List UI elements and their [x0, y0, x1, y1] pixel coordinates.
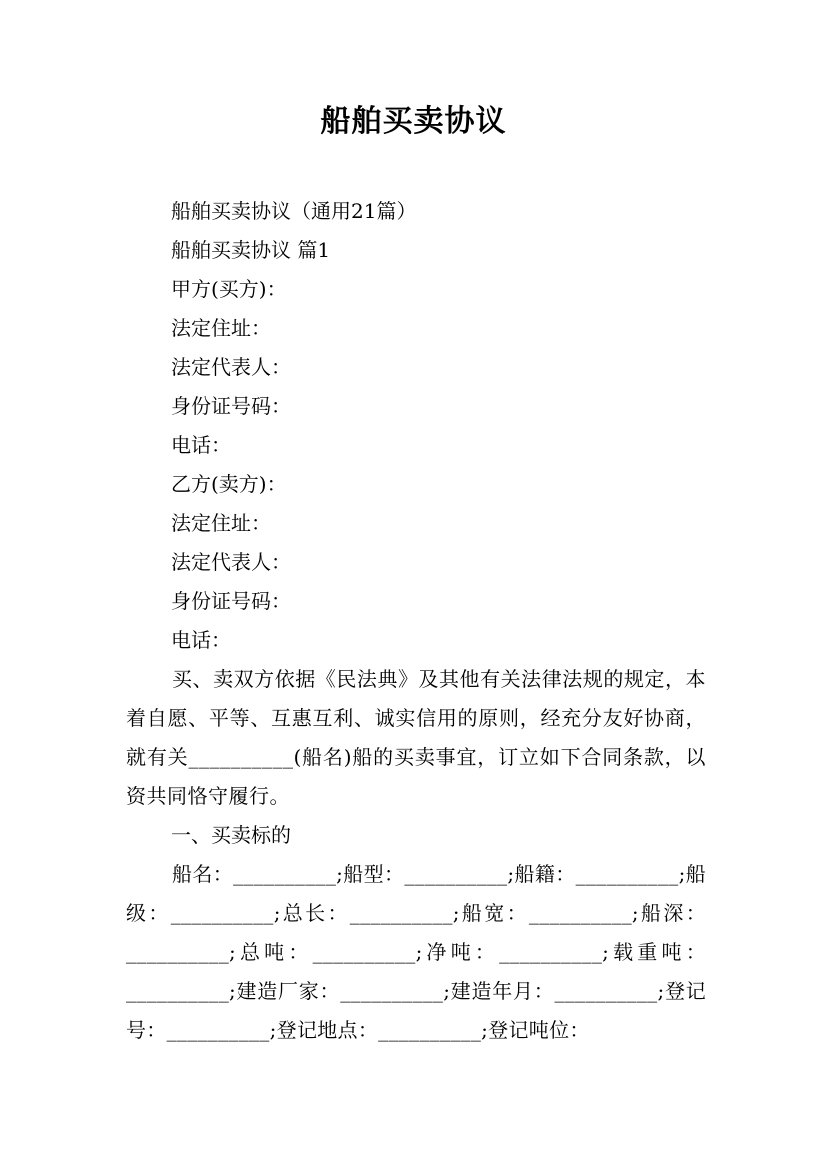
party-a-representative: 法定代表人： — [171, 355, 291, 379]
party-b-header: 乙方(卖方)： — [171, 472, 287, 496]
party-a-id-number: 身份证号码： — [171, 394, 291, 418]
party-b-address: 法定住址： — [171, 511, 271, 535]
party-a-phone: 电话： — [171, 433, 231, 457]
party-b-id-number: 身份证号码： — [171, 589, 291, 613]
intro-paragraph: 买、卖双方依据《民法典》及其他有关法律法规的规定，本着自愿、平等、互惠互利、诚实信用的原则，经充分友好协商，就有关__________(船名)船的买卖事宜，订立如下合同条款，以资共同恪守履行。 — [126, 667, 706, 808]
document-subtitle: 船舶买卖协议（通用21篇） — [171, 199, 417, 223]
party-a-header: 甲方(买方)： — [171, 277, 287, 301]
section-label: 船舶买卖协议 篇1 — [171, 238, 331, 262]
document-title: 船舶买卖协议 — [320, 104, 507, 139]
party-b-phone: 电话： — [171, 628, 231, 652]
clause-1-body: 船名：__________;船型：__________;船籍：__________;船级：__________;总长：__________;船宽：__________;船深：__________;总吨：__________;净吨：__________;载重吨：__________;建造厂家：__________;建造年月：__________;登记号：__________;登记地点：__________;登记吨位： — [126, 862, 706, 1042]
party-b-representative: 法定代表人： — [171, 550, 291, 574]
header-lines — [171, 192, 731, 660]
party-a-address: 法定住址： — [171, 316, 271, 340]
clause-1-heading: 一、买卖标的 — [171, 823, 291, 847]
